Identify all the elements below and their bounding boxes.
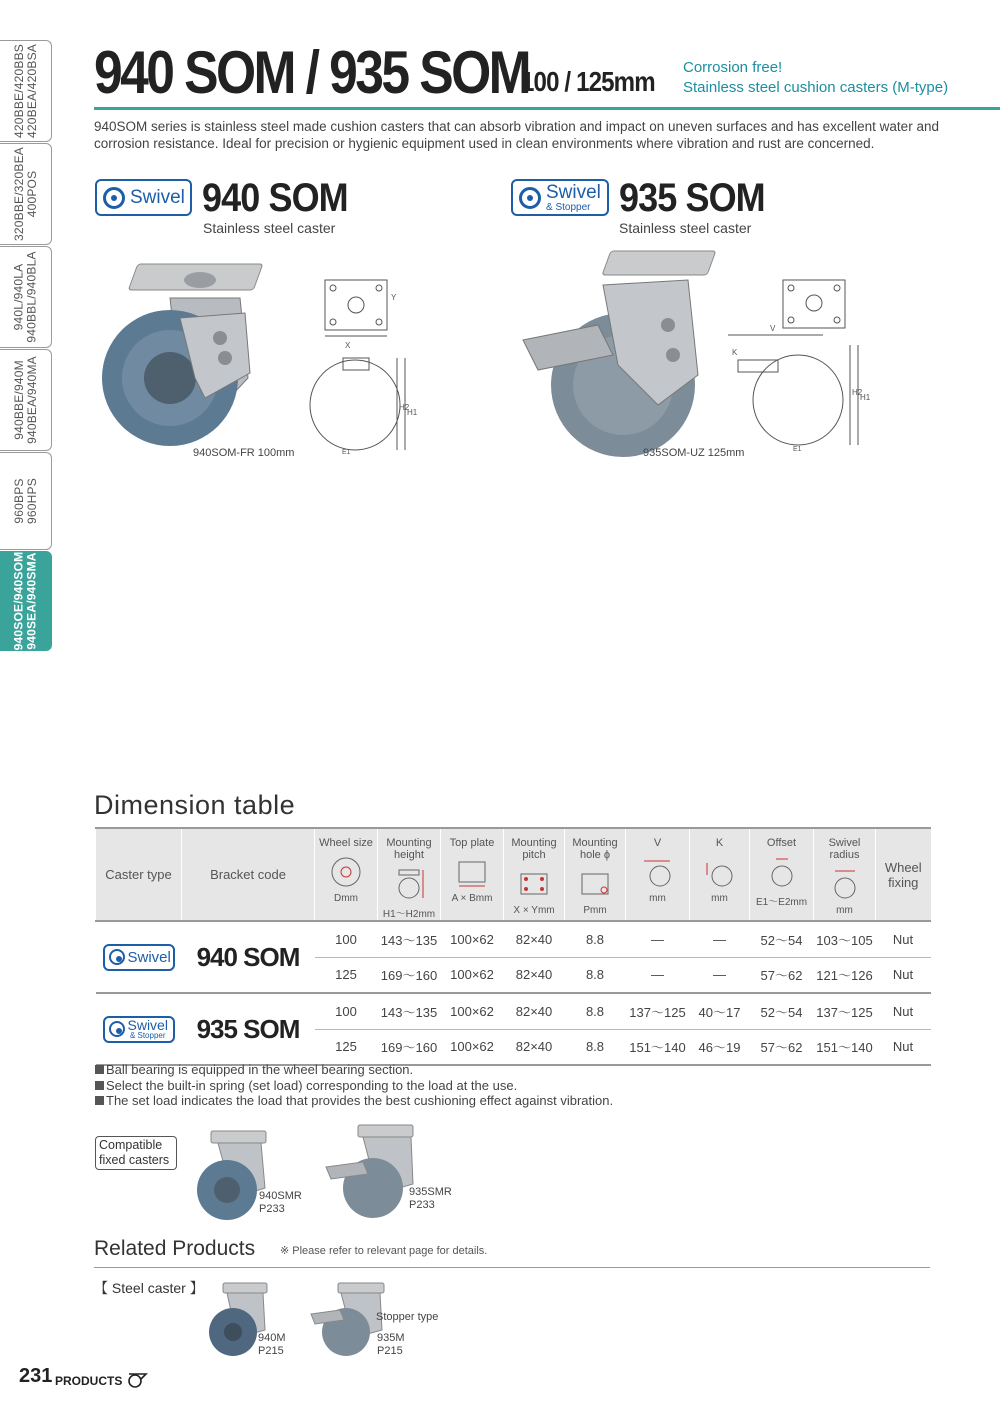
cell-swivel-radius: 151～140: [814, 1029, 876, 1065]
header-unit: X × Ymm: [513, 905, 555, 916]
cell-v: 151～140: [626, 1029, 690, 1065]
side-tab-label: 960HPS: [24, 478, 39, 524]
cell-wheel-fixing: Nut: [876, 921, 931, 957]
tagline-line-1: Corrosion free!: [683, 59, 783, 76]
square-bullet-icon: [95, 1081, 104, 1090]
cell-wheel-size: 100: [315, 993, 378, 1029]
products-label: [55, 1372, 148, 1388]
header-label: fixing: [888, 874, 919, 890]
compatible-label-line: fixed casters: [99, 1153, 170, 1167]
cell-mounting-hole: 8.8: [565, 957, 626, 993]
cell-swivel-radius: 121～126: [814, 957, 876, 993]
badge-label: Swivel: [127, 1017, 168, 1033]
related-935m-label: [377, 1332, 405, 1358]
header-unit: A × Bmm: [451, 893, 493, 904]
cell-wheel-fixing: Nut: [876, 957, 931, 993]
col-header-top-plate: [441, 828, 504, 921]
side-tab-940l[interactable]: [0, 246, 52, 348]
note-text: Ball bearing is equipped in the wheel bearing section.: [106, 1062, 414, 1077]
product-code: 940M: [258, 1332, 286, 1344]
note-item: [95, 1078, 613, 1094]
swivel-icon: [519, 187, 541, 209]
header-unit: Dmm: [334, 893, 358, 904]
bracket-code-940som: 940 SOM: [182, 921, 315, 993]
col-header-swivel-radius: [814, 828, 876, 921]
cell-top-plate: 100×62: [441, 957, 504, 993]
dim-label-y: Y: [391, 293, 397, 302]
square-bullet-icon: [95, 1065, 104, 1074]
cell-offset: 52～54: [750, 921, 814, 957]
side-tab-label: 940BEA/940MA: [24, 356, 39, 444]
offset-icon: [764, 855, 800, 889]
cell-mounting-height: 143～135: [378, 921, 441, 957]
header-label: Swivel radius: [828, 837, 861, 861]
side-tab-label: 940SOE/940SOM: [11, 551, 26, 651]
header-label: Wheel: [884, 859, 922, 875]
note-text: Select the built-in spring (set load) corresponding to the load at the use.: [106, 1077, 518, 1093]
compatible-940smr-label: [259, 1190, 302, 1216]
col-header-v: [626, 828, 690, 921]
dim-label-v: V: [770, 324, 776, 333]
cell-mounting-pitch: 82×40: [504, 957, 565, 993]
products-label-text: PRODUCTS: [55, 1374, 123, 1388]
cell-wheel-fixing: Nut: [876, 993, 931, 1029]
badge-sublabel: & Stopper: [546, 201, 591, 213]
header-unit: Pmm: [583, 905, 607, 916]
page-ref: P233: [259, 1203, 285, 1215]
mounting-hole-icon: [577, 867, 613, 901]
dim-label-h1: H1: [407, 408, 418, 417]
dim-label-x: X: [345, 341, 351, 350]
cell-mounting-pitch: 82×40: [504, 993, 565, 1029]
side-tab-940bbe[interactable]: [0, 349, 52, 451]
intro-text: 940SOM series is stainless steel made cushion casters that can absorb vibration and impact on uneven surfaces and has excellent water and corrosion resistance. Ideal for precision or hygienic equipment used in clean environments where vibration and rust are concerned.: [94, 119, 939, 151]
technical-drawing-940som: [285, 270, 418, 460]
badge-label: Swivel: [130, 187, 185, 208]
cell-mounting-pitch: 82×40: [504, 1029, 565, 1065]
header-label: Mounting hole ϕ: [572, 837, 618, 861]
note-item: [95, 1093, 613, 1109]
top-plate-icon: [454, 855, 490, 889]
dim-label-h1: H1: [860, 393, 871, 402]
swivel-icon: [103, 187, 125, 209]
badge-label: Swivel: [127, 948, 171, 966]
product-name-940som: 940 SOM: [202, 176, 348, 220]
technical-drawing-935som: [718, 265, 871, 460]
cell-mounting-hole: 8.8: [565, 993, 626, 1029]
cell-top-plate: 100×62: [441, 921, 504, 957]
page-ref: P233: [409, 1199, 435, 1211]
caster-logo-icon: [126, 1372, 148, 1388]
related-940m-label: [258, 1332, 286, 1358]
caption-935som: 935SOM-UZ 125mm: [643, 447, 745, 459]
swivel-icon: [109, 1021, 125, 1037]
cell-swivel-radius: 137～125: [814, 993, 876, 1029]
bracket-code-935som: 935 SOM: [182, 993, 315, 1065]
dimension-table-title: Dimension table: [94, 790, 296, 820]
side-tab-label: 940SEA/940SMA: [24, 552, 39, 650]
header-unit: E1～E2mm: [755, 897, 808, 908]
cell-v: —: [626, 957, 690, 993]
caster-type-cell: [96, 921, 182, 993]
swivel-radius-icon: [827, 867, 863, 901]
product-code: 935SMR: [409, 1186, 452, 1198]
page-title: 940 SOM / 935 SOM: [94, 39, 530, 106]
col-header-mounting-pitch: [504, 828, 565, 921]
cell-k: —: [690, 957, 750, 993]
compatible-label: [95, 1136, 177, 1170]
product-sub-940som: Stainless steel caster: [203, 220, 336, 236]
note-text: The set load indicates the load that provides the best cushioning effect against vibration.: [106, 1093, 614, 1108]
header-unit: H1～H2mm: [382, 909, 436, 920]
side-tab-420bbe[interactable]: [0, 40, 52, 142]
cell-v: 137～125: [626, 993, 690, 1029]
caster-type-cell: [96, 993, 182, 1065]
title-size: 100 / 125mm: [521, 66, 655, 97]
table-row: [96, 993, 931, 1029]
badge-label: Swivel: [546, 181, 601, 203]
side-tab-label: 400POS: [24, 170, 39, 218]
side-tab-label: 960BPS: [11, 478, 26, 524]
badge-sublabel: & Stopper: [129, 1031, 166, 1040]
side-tab-label: 940BBE/940M: [11, 360, 26, 440]
related-products-title: Related Products: [94, 1237, 256, 1260]
cell-wheel-size: 125: [315, 957, 378, 993]
steel-caster-category: 【 Steel caster 】: [94, 1280, 204, 1296]
side-tab-label: 420BEA/420BSA: [24, 43, 39, 139]
tagline: [683, 58, 948, 98]
notes-list: [95, 1062, 613, 1109]
header-label: Wheel size: [319, 837, 373, 849]
col-header-mounting-hole: [565, 828, 626, 921]
header-unit: mm: [836, 905, 853, 916]
mounting-height-icon: [391, 867, 427, 901]
header-label: Top plate: [449, 837, 495, 849]
swivel-stopper-badge: [103, 1016, 175, 1043]
dim-label-h2: H2: [399, 403, 410, 412]
wheel-size-icon: [328, 855, 364, 889]
compatible-label-line: Compatible: [99, 1138, 163, 1152]
title-divider: [94, 107, 1000, 110]
col-header-k: [690, 828, 750, 921]
cell-mounting-hole: 8.8: [565, 921, 626, 957]
product-sub-935som: Stainless steel caster: [619, 220, 752, 236]
cell-mounting-pitch: 82×40: [504, 921, 565, 957]
side-tab-320bbe[interactable]: [0, 143, 52, 245]
cell-offset: 52～54: [750, 993, 814, 1029]
cell-mounting-height: 169～160: [378, 957, 441, 993]
dim-label-e1: E1: [342, 449, 351, 456]
dim-label-k: K: [732, 348, 738, 357]
header-label: Mounting height: [386, 837, 432, 861]
side-tab-940soe-active[interactable]: [0, 551, 52, 651]
col-header-wheel-fixing: [876, 828, 931, 921]
swivel-stopper-badge: [511, 179, 609, 216]
v-dimension-icon: [640, 855, 676, 889]
side-tab-label: 940BBL/940BLA: [24, 251, 39, 343]
cell-mounting-height: 143～135: [378, 993, 441, 1029]
cell-wheel-fixing: Nut: [876, 1029, 931, 1065]
related-divider: [94, 1267, 930, 1268]
table-row: [96, 921, 931, 957]
cell-wheel-size: 100: [315, 921, 378, 957]
side-tab-960bps[interactable]: [0, 452, 52, 550]
product-code: 940SMR: [259, 1190, 302, 1202]
side-tab-label: 940L/940LA: [11, 263, 26, 331]
cell-mounting-height: 169～160: [378, 1029, 441, 1065]
cell-k: —: [690, 921, 750, 957]
cell-top-plate: 100×62: [441, 1029, 504, 1065]
compatible-935smr-label: [409, 1186, 452, 1212]
side-tab-label: 320BBE/320BEA: [11, 146, 26, 242]
header-label: Mounting pitch: [511, 837, 557, 861]
swivel-badge: [95, 179, 192, 216]
cell-k: 40～17: [690, 993, 750, 1029]
tagline-line-2: Stainless steel cushion casters (M-type): [683, 79, 949, 96]
cell-k: 46～19: [690, 1029, 750, 1065]
header-unit: mm: [711, 893, 728, 904]
related-note: ※ Please refer to relevant page for details.: [280, 1245, 488, 1257]
cell-swivel-radius: 103～105: [814, 921, 876, 957]
side-tab-label: 420BBE/420BBS: [11, 43, 26, 139]
header-unit: mm: [649, 893, 666, 904]
col-header-mounting-height: [378, 828, 441, 921]
k-dimension-icon: [702, 855, 738, 889]
product-name-935som: 935 SOM: [619, 176, 765, 220]
col-header-caster-type: Caster type: [96, 828, 182, 921]
col-header-offset: [750, 828, 814, 921]
col-header-bracket-code: Bracket code: [182, 828, 315, 921]
cell-top-plate: 100×62: [441, 993, 504, 1029]
cell-mounting-hole: 8.8: [565, 1029, 626, 1065]
stopper-type-label: Stopper type: [376, 1311, 439, 1323]
note-item: [95, 1062, 613, 1078]
dim-label-h2: H2: [852, 388, 863, 397]
col-header-wheel-size: [315, 828, 378, 921]
caption-940som: 940SOM-FR 100mm: [193, 447, 295, 459]
dimension-table: [95, 827, 931, 1066]
caster-photo-935smr[interactable]: [323, 1122, 418, 1222]
cell-v: —: [626, 921, 690, 957]
caster-photo-935som: [518, 245, 708, 455]
cell-offset: 57～62: [750, 957, 814, 993]
swivel-badge: [103, 944, 175, 971]
cell-offset: 57～62: [750, 1029, 814, 1065]
header-label: V: [653, 837, 662, 849]
header-label: K: [715, 837, 724, 849]
cell-wheel-size: 125: [315, 1029, 378, 1065]
square-bullet-icon: [95, 1096, 104, 1105]
page-ref: P215: [258, 1345, 284, 1357]
page-number: 231: [19, 1365, 53, 1387]
page-ref: P215: [377, 1345, 403, 1357]
swivel-icon: [109, 949, 125, 965]
product-code: 935M: [377, 1332, 405, 1344]
caster-photo-940som: [100, 258, 290, 458]
mounting-pitch-icon: [516, 867, 552, 901]
dim-label-e1: E1: [793, 446, 802, 453]
header-label: Offset: [766, 837, 797, 849]
